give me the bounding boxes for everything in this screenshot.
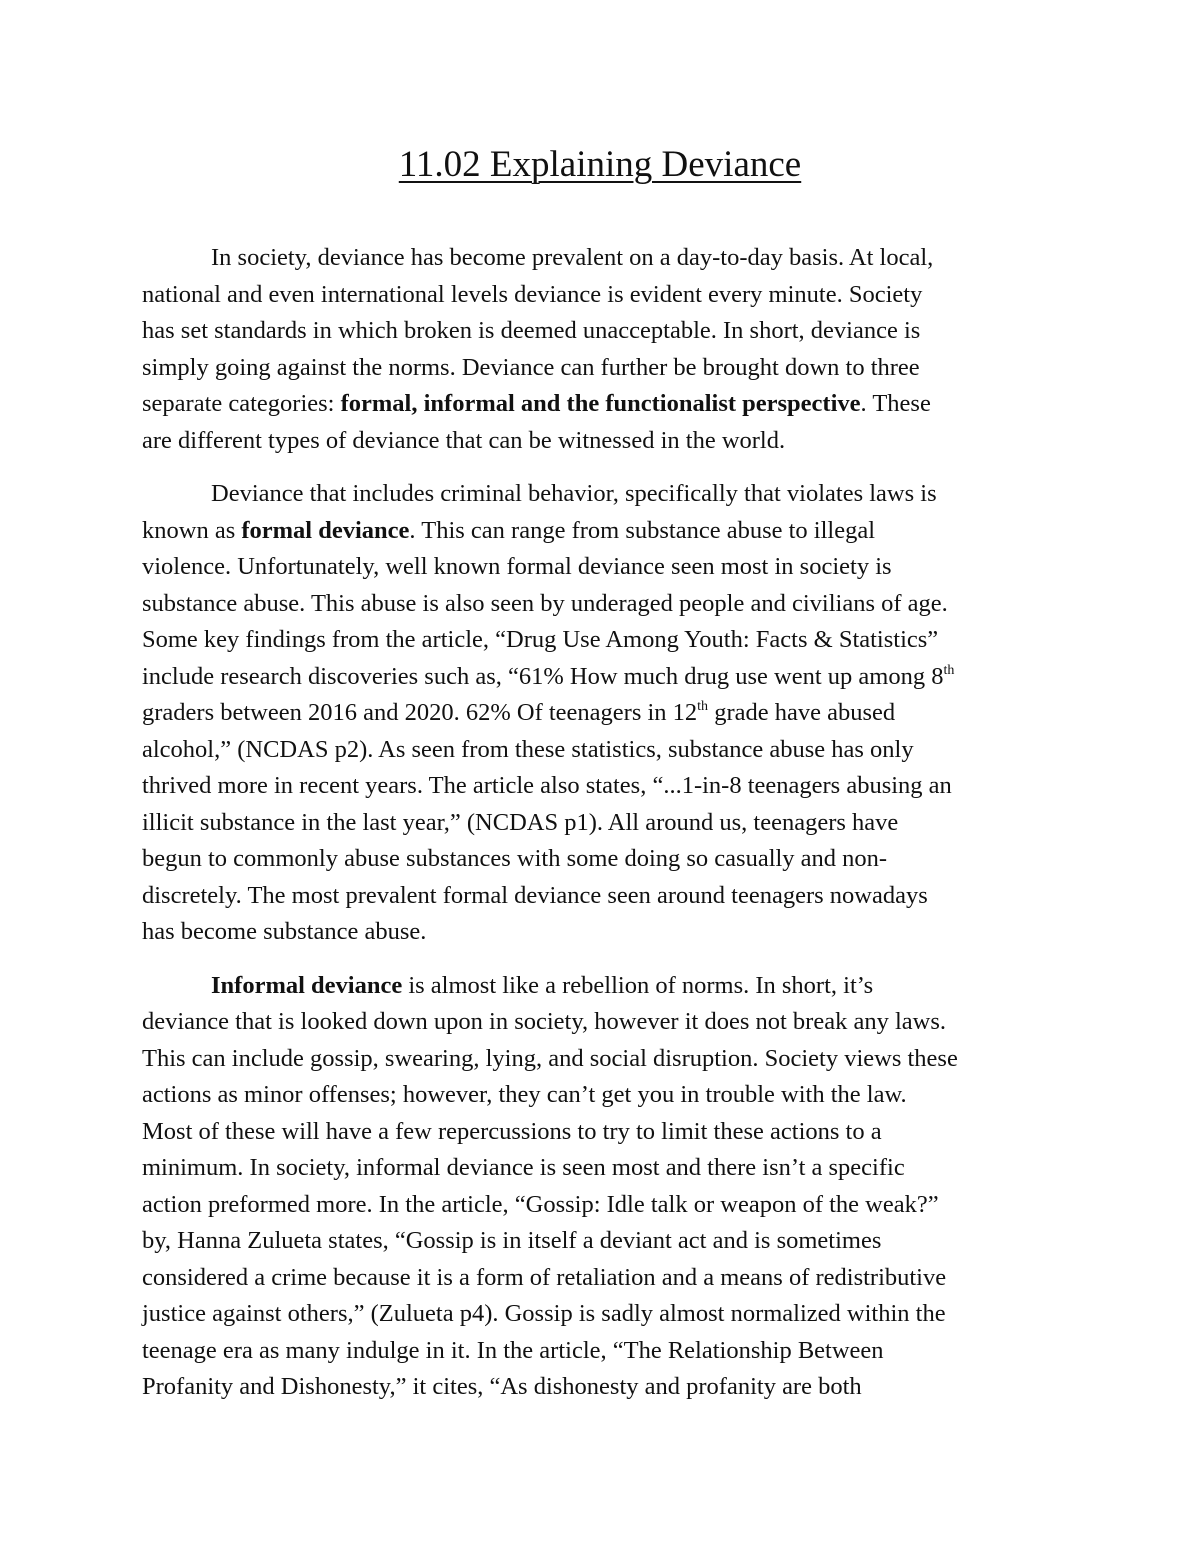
text-line xyxy=(142,476,1062,513)
text-run: by, Hanna Zulueta states, “Gossip is in itself a deviant act and is sometimes xyxy=(142,1227,882,1254)
text-line xyxy=(142,1369,1062,1406)
paragraph xyxy=(142,240,1062,459)
paragraph xyxy=(142,968,1062,1406)
text-run: graders between 2016 and 2020. 62% Of teenagers in 12 xyxy=(142,699,698,726)
text-run: separate categories: xyxy=(142,390,341,417)
text-line xyxy=(142,622,1062,659)
text-run: known as xyxy=(142,516,242,544)
text-run: thrived more in recent years. The article also states, “...1-in-8 teenagers abusing an xyxy=(142,772,952,799)
text-run: include research discoveries such as, “61% How much drug use went up among 8 xyxy=(142,662,944,690)
text-run: justice against others,” (Zulueta p4). Gossip is sadly almost normalized within the xyxy=(142,1300,946,1327)
text-line xyxy=(142,1223,1062,1260)
text-run: Most of these will have a few repercussions to try to limit these actions to a xyxy=(142,1117,882,1145)
text-line xyxy=(142,586,1062,623)
text-run: Deviance that includes criminal behavior, specifically that violates laws is xyxy=(211,480,937,507)
text-line xyxy=(142,240,1062,277)
text-line xyxy=(142,1004,1062,1041)
text-line xyxy=(142,878,1062,915)
text-line xyxy=(142,732,1062,769)
text-run: national and even international levels deviance is evident every minute. Society xyxy=(142,280,923,308)
superscript: th xyxy=(697,699,709,714)
text-run: minimum. In society, informal deviance is seen most and there isn’t a specific xyxy=(142,1154,905,1181)
text-run: discretely. The most prevalent formal deviance seen around teenagers nowadays xyxy=(142,881,928,909)
text-run: violence. Unfortunately, well known formal deviance seen most in society is xyxy=(142,553,892,580)
text-run: In society, deviance has become prevalent on a day-to-day basis. At local, xyxy=(211,244,934,271)
text-run: simply going against the norms. Deviance can further be brought down to three xyxy=(142,353,920,381)
text-line xyxy=(142,386,1062,423)
text-run: substance abuse. This abuse is also seen by underaged people and civilians of age. xyxy=(142,589,948,617)
text-run: actions as minor offenses; however, they can’t get you in trouble with the law. xyxy=(142,1081,907,1108)
text-run: has set standards in which broken is deemed unacceptable. In short, deviance is xyxy=(142,317,921,344)
text-run: has become substance abuse. xyxy=(142,918,427,945)
text-run: is almost like a rebellion of norms. In short, it’s xyxy=(402,971,874,999)
text-run: Some key findings from the article, “Drug Use Among Youth: Facts & Statistics” xyxy=(142,626,939,653)
text-line xyxy=(142,549,1062,586)
bold-term: Informal deviance xyxy=(211,971,403,999)
text-line xyxy=(142,1150,1062,1187)
text-line xyxy=(142,1077,1062,1114)
text-run: illicit substance in the last year,” (NCDAS p1). All around us, teenagers have xyxy=(142,808,899,836)
text-line xyxy=(142,841,1062,878)
paragraph xyxy=(142,476,1062,951)
text-line xyxy=(142,1260,1062,1297)
text-run: grade have abused xyxy=(708,699,896,726)
bold-term: formal deviance xyxy=(241,516,410,544)
text-line xyxy=(142,768,1062,805)
text-line xyxy=(142,695,1062,732)
document-body xyxy=(142,240,1062,1423)
document-title: 11.02 Explaining Deviance xyxy=(398,144,802,185)
text-run: . This can range from substance abuse to illegal xyxy=(409,516,876,544)
text-line xyxy=(142,1114,1062,1151)
text-run: action preformed more. In the article, “Gossip: Idle talk or weapon of the weak?” xyxy=(142,1190,939,1218)
text-line xyxy=(142,1333,1062,1370)
text-run: Profanity and Dishonesty,” it cites, “As dishonesty and profanity are both xyxy=(142,1373,862,1400)
text-run: begun to commonly abuse substances with some doing so casually and non- xyxy=(142,845,888,872)
text-line xyxy=(142,914,1062,951)
text-line xyxy=(142,277,1062,314)
text-line xyxy=(142,1296,1062,1333)
text-run: teenage era as many indulge in it. In the article, “The Relationship Between xyxy=(142,1336,884,1364)
superscript: th xyxy=(943,662,955,678)
text-run: alcohol,” (NCDAS p2). As seen from these statistics, substance abuse has only xyxy=(142,735,914,763)
text-line xyxy=(142,350,1062,387)
text-line xyxy=(142,968,1062,1005)
text-line xyxy=(142,513,1062,550)
text-run: This can include gossip, swearing, lying, and social disruption. Society views these xyxy=(142,1044,958,1072)
text-line xyxy=(142,659,1062,696)
text-run: deviance that is looked down upon in society, however it does not break any laws. xyxy=(142,1008,946,1035)
bold-term: formal, informal and the functionalist perspective xyxy=(340,390,861,417)
text-run: considered a crime because it is a form of retaliation and a means of redistributive xyxy=(142,1263,947,1291)
text-run: . These xyxy=(860,390,931,417)
text-line xyxy=(142,313,1062,350)
text-run: are different types of deviance that can be witnessed in the world. xyxy=(142,426,786,454)
text-line xyxy=(142,423,1062,460)
text-line xyxy=(142,805,1062,842)
text-line xyxy=(142,1187,1062,1224)
text-line xyxy=(142,1041,1062,1078)
